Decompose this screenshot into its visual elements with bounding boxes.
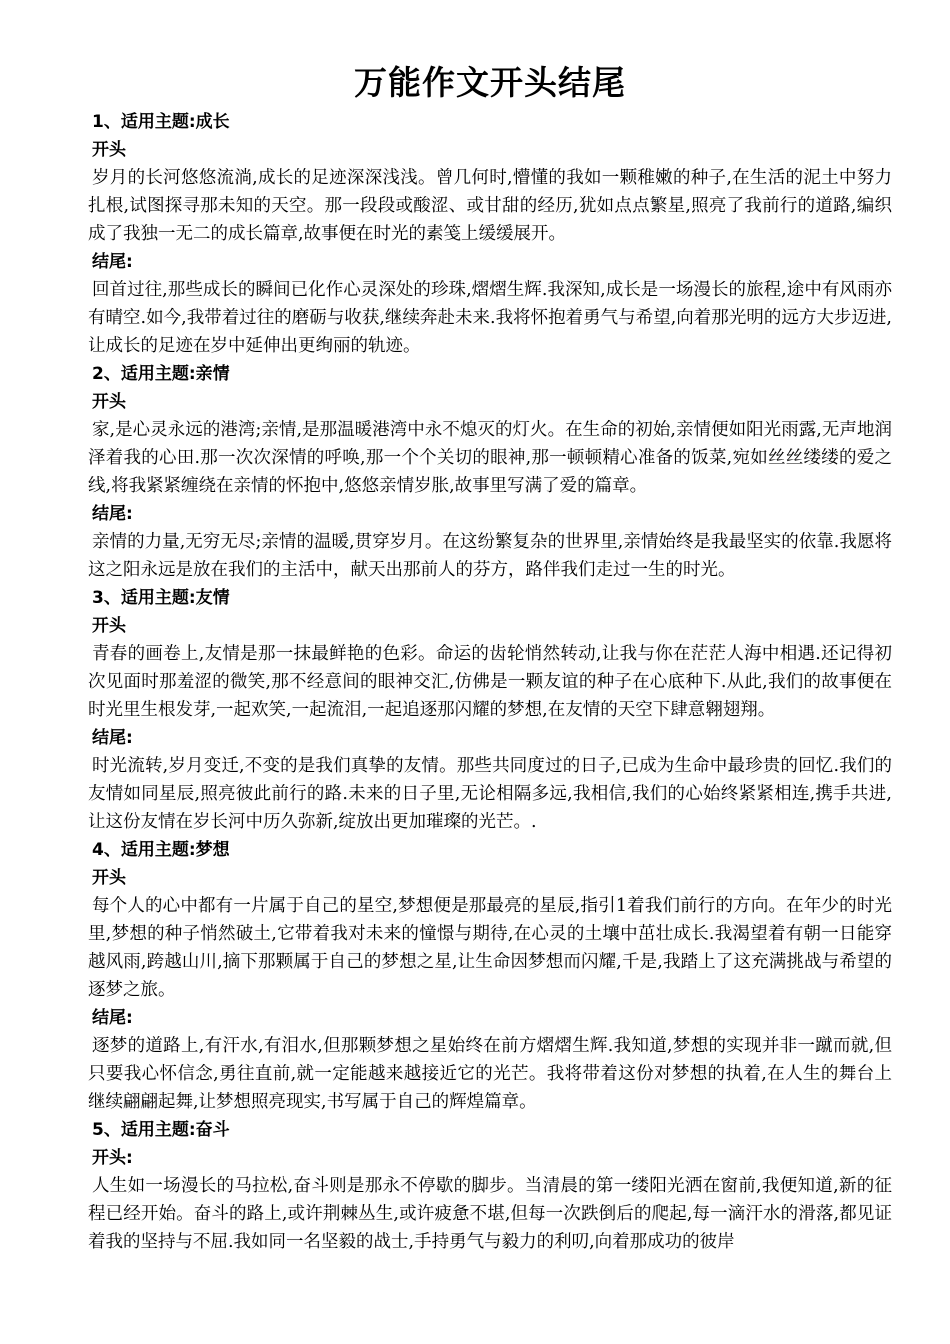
document-title: 万能作文开头结尾 xyxy=(354,63,626,102)
ending-paragraph: 逐梦的道路上,有汗水,有泪水,但那颗梦想之星始终在前方熠熠生辉.我知道,梦想的实现并非一蹴而就,但只要我心怀信念,勇往直前,就一定能越来越接近它的光芒。我将带着这份对梦想的执着,在人生的舞台上继续翩翩起舞,让梦想照亮现实,书写属于自己的辉煌篇章。 xyxy=(88,1036,892,1112)
opening-paragraph: 青春的画卷上,友情是那一抹最鲜艳的色彩。命运的齿轮悄然转动,让我与你在茫茫人海中相遇.还记得初次见面时那羞涩的微笑,那不经意间的眼神交汇,仿佛是一颗友谊的种子在心底种下.从此,我们的故事便在时光里生根发芽,一起欢笑,一起流泪,一起追逐那闪耀的梦想,在友情的天空下肆意翱翅翔。 xyxy=(88,644,892,720)
opening-label: 开头 xyxy=(92,392,126,412)
ending-label: 结尾: xyxy=(92,1008,133,1028)
opening-paragraph: 人生如一场漫长的马拉松,奋斗则是那永不停歇的脚步。当清晨的第一缕阳光洒在窗前,我便知道,新的征程已经开始。奋斗的路上,或许荆棘丛生,或许疲惫不堪,但每一次跌倒后的爬起,每一滴汗水的滑落,都见证着我的坚持与不屈.我如同一名坚毅的战士,手持勇气与毅力的利叨,向着那成功的彼岸 xyxy=(88,1176,892,1252)
ending-paragraph: 亲情的力量,无穷无尽;亲情的温暖,贯穿岁月。在这纷繁复杂的世界里,亲情始终是我最坚实的依靠.我愿将这之阳永远是放在我们的主活中，献天出那前人的芬方，路伴我们走过一生的时光。 xyxy=(88,532,892,580)
section-heading: 1、适用主题:成长 xyxy=(92,112,230,132)
opening-paragraph: 家,是心灵永远的港湾;亲情,是那温暖港湾中永不熄灭的灯火。在生命的初始,亲情便如阳光雨露,无声地润泽着我的心田.那一次次深情的呼唤,那一个个关切的眼神,那一顿顿精心准备的饭菜,宛如丝丝缕缕的爱之线,将我紧紧缠绕在亲情的怀抱中,悠悠亲情岁胀,故事里写满了爱的篇章。 xyxy=(88,420,892,496)
ending-label: 结尾: xyxy=(92,504,133,524)
opening-label: 开头: xyxy=(92,1148,133,1168)
ending-label: 结尾: xyxy=(92,252,133,272)
document-page xyxy=(88,58,892,1256)
section-friendship xyxy=(88,584,892,836)
section-heading: 3、适用主题:友情 xyxy=(92,588,230,608)
ending-label: 结尾: xyxy=(92,728,133,748)
section-heading: 5、适用主题:奋斗 xyxy=(92,1120,230,1140)
ending-paragraph: 时光流转,岁月变迁,不变的是我们真挚的友情。那些共同度过的日子,已成为生命中最珍贵的回忆.我们的友情如同星辰,照亮彼此前行的路.未来的日子里,无论相隔多远,我相信,我们的心始终紧紧相连,携手共进,让这份友情在岁长河中历久弥新,绽放出更加璀璨的光芒。. xyxy=(88,756,892,832)
section-heading: 4、适用主题:梦想 xyxy=(92,840,230,860)
section-growth xyxy=(88,108,892,360)
section-dream xyxy=(88,836,892,1116)
section-heading: 2、适用主题:亲情 xyxy=(92,364,230,384)
opening-label: 开头 xyxy=(92,868,126,888)
opening-label: 开头 xyxy=(92,140,126,160)
opening-paragraph: 岁月的长河悠悠流淌,成长的足迹深深浅浅。曾几何时,懵懂的我如一颗稚嫩的种子,在生活的泥土中努力扎根,试图探寻那未知的天空。那一段段或酸涩、或甘甜的经历,犹如点点繁星,照亮了我前行的道路,编织成了我独一无二的成长篇章,故事便在时光的素笺上缓缓展开。 xyxy=(88,168,892,244)
ending-paragraph: 回首过往,那些成长的瞬间已化作心灵深处的珍珠,熠熠生辉.我深知,成长是一场漫长的旅程,途中有风雨亦有晴空.如今,我带着过往的磨砺与收获,继续奔赴未来.我将怀抱着勇气与希望,向着那光明的远方大步迈进,让成长的足迹在岁中延伸出更绚丽的轨迹。 xyxy=(88,280,892,356)
section-family xyxy=(88,360,892,584)
section-striving xyxy=(88,1116,892,1256)
opening-paragraph: 每个人的心中都有一片属于自己的星空,梦想便是那最亮的星辰,指引1着我们前行的方向。在年少的时光里,梦想的种子悄然破土,它带着我对未来的憧憬与期待,在心灵的土壤中茁壮成长.我渴望着有朝一日能穿越风雨,跨越山川,摘下那颗属于自己的梦想之星,让生命因梦想而闪耀,千是,我踏上了这充满挑战与希望的逐梦之旅。 xyxy=(88,896,892,1000)
opening-label: 开头 xyxy=(92,616,126,636)
